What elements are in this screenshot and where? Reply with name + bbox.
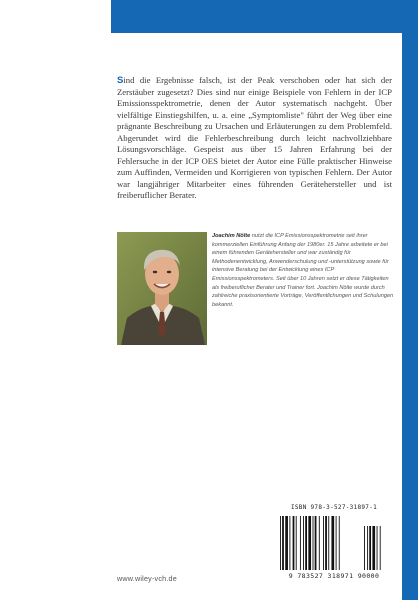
barcode-number bbox=[276, 572, 392, 580]
publisher-url: www.wiley-vch.de bbox=[117, 574, 177, 583]
author-photo bbox=[117, 232, 207, 345]
blurb-initial: S bbox=[117, 75, 124, 86]
author-bio bbox=[212, 232, 394, 309]
side-accent-bar bbox=[402, 33, 418, 600]
isbn-barcode-block bbox=[276, 504, 392, 584]
author-portrait-icon bbox=[117, 232, 207, 345]
barcode-icon bbox=[278, 516, 390, 570]
top-accent-bar bbox=[111, 0, 418, 33]
barcode-addon-number: 90000 bbox=[357, 572, 380, 580]
blurb-text: ind die Ergebnisse falsch, ist der Peak verschoben oder hat sich der Zerstäuber zugesetzt? Dies sind nur einige Beispiele von Fehlern in der ICP Emissionsspektrometrie, denen der Autor systematisch nachgeht. Über vielfältige Einstiegshilfen, u. a. eine „Symptomliste" führt der Weg über eine prägnante Beschreibung zu Ursachen und Erläuterungen zu dem Problemfeld. Abgerundet wird die Fehlerbeschreibung durch leicht nachvollziehbare Lösungsvorschläge. Gespeist aus über 15 Jahren Erfahrung bei der Fehlersuche in der ICP OES bietet der Autor eine Fülle praktischer Hinweise zum Auffinden, Vermeiden und Korrigieren von typischen Fehlern. Der Autor war langjähriger Mitarbeiter eines führenden Gerätehersteller und ist freiberuflicher Berater. bbox=[117, 75, 392, 200]
back-cover-blurb bbox=[117, 75, 392, 202]
isbn-label: ISBN 978-3-527-31897-1 bbox=[290, 504, 378, 511]
author-name: Joachim Nölte bbox=[212, 233, 251, 239]
barcode-main-number: 9 783527 318971 bbox=[288, 572, 354, 580]
author-bio-text: nutzt die ICP Emissionsspektrometrie seit ihrer kommerziellen Einführung Anfang der 1980er. 15 Jahre arbeitete er bei einem führenden Gerätehersteller und war zuständig für Methodenentwicklung, Anwenderschulung und -unterstützung sowie für intensive Beratung bei der Entwicklung eines ICP Emissionsspektrometers. Seit über 10 Jahren setzt er diese Tätigkeiten als freiberuflicher Berater und Trainer fort. Joachim Nölte wurde durch zahlreiche praxisorientierte Vorträge, Veröffentlichungen und Schulungen bekannt. bbox=[212, 233, 394, 308]
